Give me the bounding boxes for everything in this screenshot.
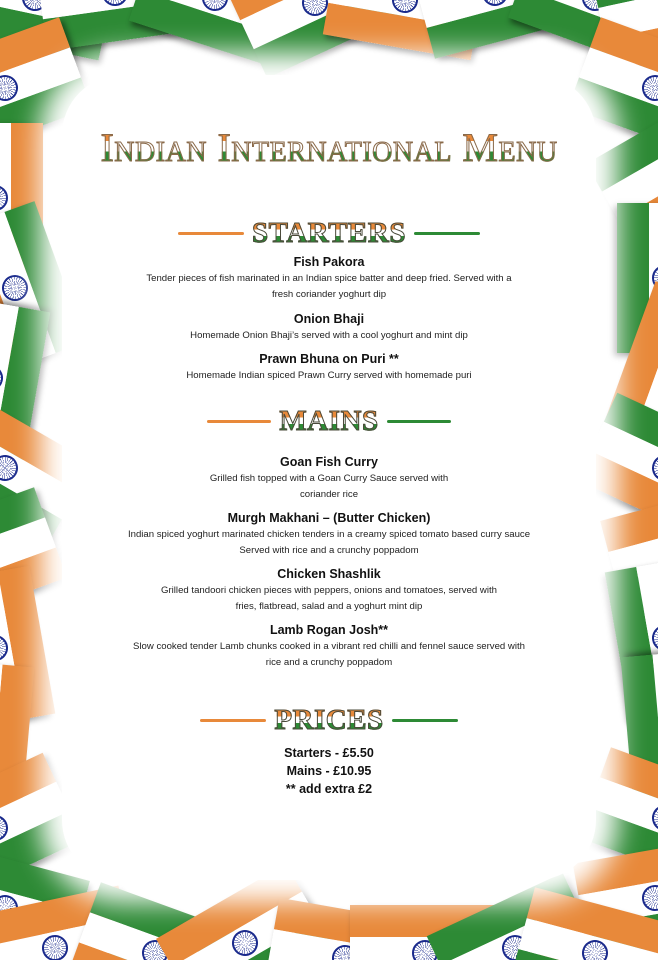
item-description: Slow cooked tender Lamb chunks cooked in a vibrant red chilli and fennel sauce served with	[133, 641, 525, 652]
item-description: rice and a crunchy poppadom	[265, 657, 393, 668]
item-name: Goan Fish Curry	[280, 455, 378, 469]
prices-heading-line-right	[392, 719, 458, 722]
prices-heading-label: PRICES	[274, 703, 384, 736]
prices-heading	[0, 703, 658, 737]
item-name: Prawn Bhuna on Puri **	[259, 352, 399, 366]
prices-heading-line-left	[200, 719, 266, 722]
mains-heading	[0, 404, 658, 438]
menu-item-prawn-bhuna	[90, 350, 568, 384]
item-description: Grilled tandoori chicken pieces with peppers, onions and tomatoes, served with	[161, 585, 497, 596]
item-name: Chicken Shashlik	[277, 567, 381, 581]
menu-title: Indian International Menu	[0, 124, 658, 171]
menu-item-chicken-shashlik	[90, 565, 568, 615]
price-mains: Mains - £10.95	[286, 764, 372, 778]
item-description: Served with rice and a crunchy poppadom	[239, 545, 419, 556]
item-name: Fish Pakora	[293, 255, 365, 269]
item-name: Murgh Makhani – (Butter Chicken)	[227, 511, 431, 525]
mains-heading-line-right	[387, 420, 451, 423]
item-description: coriander rice	[299, 489, 359, 500]
item-description: Homemade Indian spiced Prawn Curry served with homemade puri	[186, 370, 472, 381]
item-name: Lamb Rogan Josh**	[269, 623, 389, 637]
item-description: Homemade Onion Bhaji’s served with a cool yoghurt and mint dip	[190, 330, 468, 341]
item-description: Indian spiced yoghurt marinated chicken tenders in a creamy spiced tomato based curry sauce	[127, 529, 531, 540]
item-name: Onion Bhaji	[293, 312, 365, 326]
item-description: Grilled fish topped with a Goan Curry Sauce served with	[209, 473, 449, 484]
price-list	[0, 744, 658, 798]
item-description: fresh coriander yoghurt dip	[271, 289, 387, 300]
starters-heading-line-left	[178, 232, 244, 235]
starters-heading-line-right	[414, 232, 480, 235]
price-extra-note: ** add extra £2	[285, 782, 373, 796]
menu-item-fish-pakora	[90, 253, 568, 303]
starters-heading-label: STARTERS	[252, 216, 406, 249]
starters-heading	[0, 216, 658, 250]
mains-heading-label: MAINS	[279, 404, 379, 437]
mains-heading-line-left	[207, 420, 271, 423]
item-description: Tender pieces of fish marinated in an Indian spice batter and deep fried. Served with a	[146, 273, 512, 284]
price-starters: Starters - £5.50	[284, 746, 374, 760]
menu-item-goan-fish-curry	[90, 453, 568, 503]
menu-item-murgh-makhani	[90, 509, 568, 559]
menu-item-lamb-rogan-josh	[90, 621, 568, 671]
item-description: fries, flatbread, salad and a yoghurt mint dip	[235, 601, 423, 612]
menu-item-onion-bhaji	[90, 310, 568, 344]
